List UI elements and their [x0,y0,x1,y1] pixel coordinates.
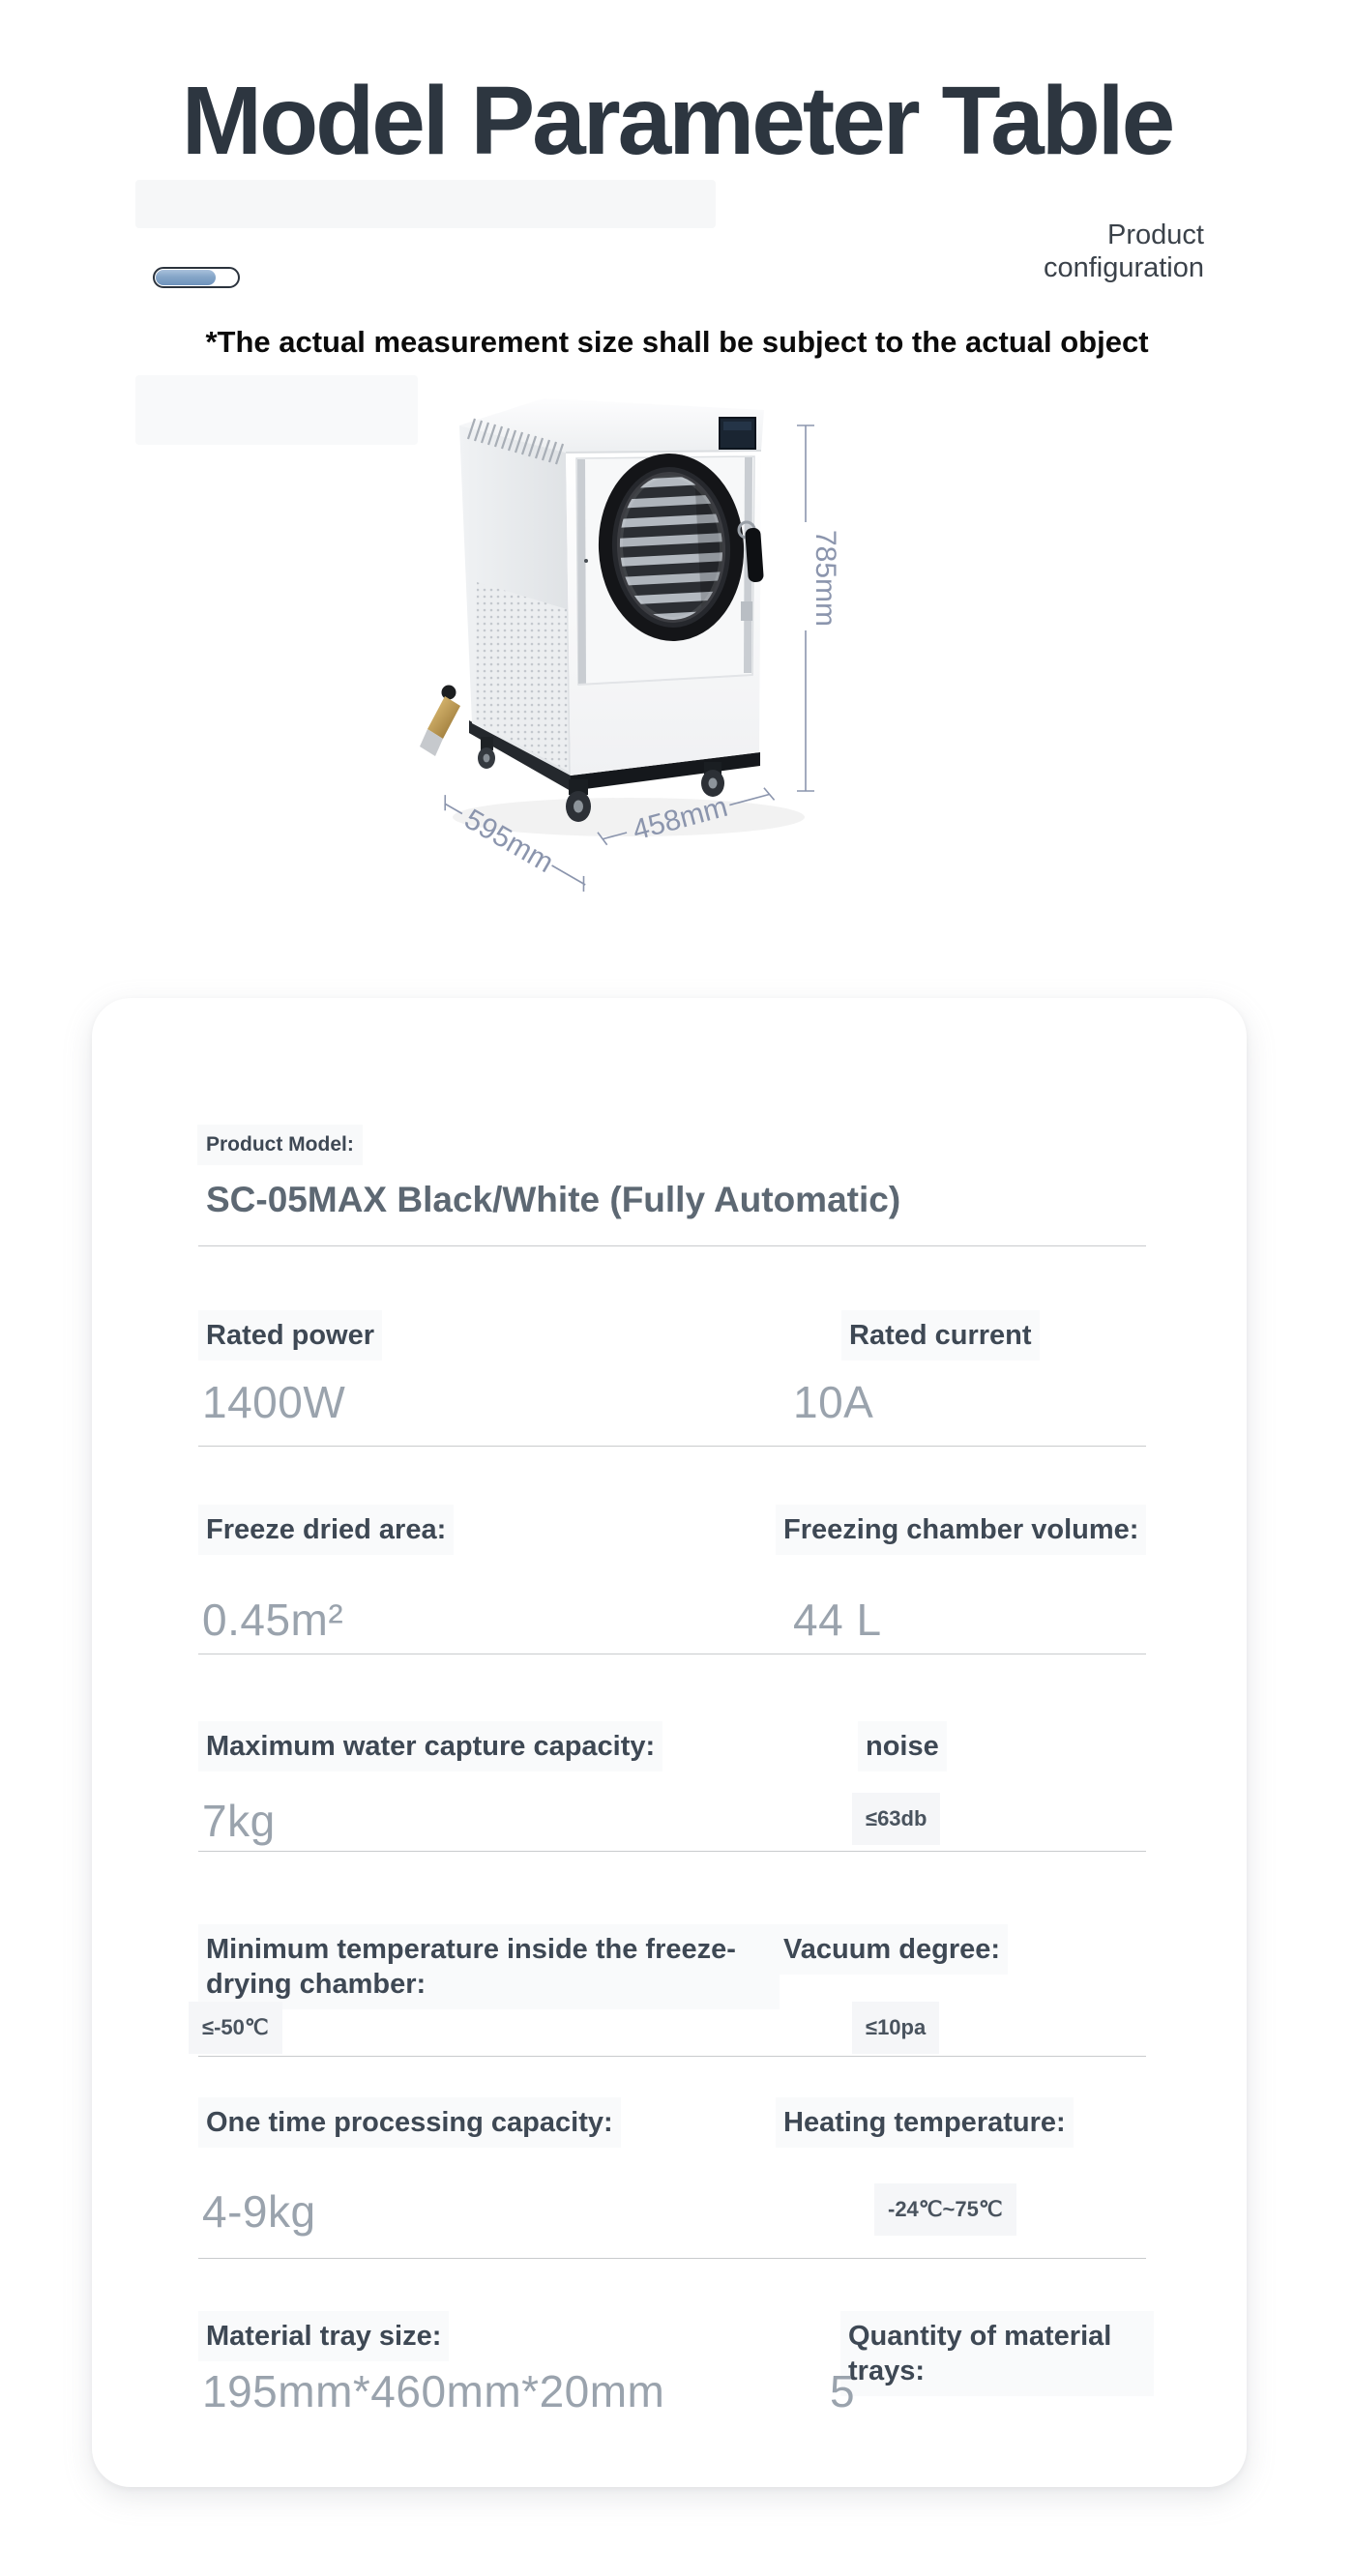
product-model-value: SC-05MAX Black/White (Fully Automatic) [206,1180,901,1219]
spec-value-noise: ≤63db [866,1806,927,1830]
spec-label-rated-current: Rated current [849,1320,1032,1351]
ghost-watermark-band [135,180,716,228]
control-screen-glare [723,422,751,430]
spec-label-tray-quantity: Quantity of material trays: [848,2319,1146,2388]
page-title: Model Parameter Table [181,67,1173,175]
spec-value-rated-power: 1400W [202,1377,346,1427]
caster-wheel-front-left [566,779,591,822]
spec-value-vacuum-degree: ≤10pa [866,2015,927,2039]
spec-value-rated-current: 10A [793,1377,874,1427]
dimension-depth-label: 595mm [458,803,559,880]
product-configuration-caption [1044,219,1204,284]
spec-value-heating-temperature: -24℃~75℃ [888,2197,1003,2221]
progress-pill [153,267,240,288]
panel-screw [584,559,588,563]
caption-line-2: configuration [1043,252,1204,283]
spec-label-freeze-dried-area: Freeze dried area: [206,1514,447,1545]
measurement-notice: *The actual measurement size shall be subject to the actual object [205,325,1149,359]
spec-row [198,1447,1146,1654]
spec-row [198,2057,1146,2259]
freeze-dryer-svg [387,377,1006,957]
spec-value-water-capture: 7kg [202,1796,276,1846]
spec-row [198,1852,1146,2057]
spec-label-water-capture: Maximum water capture capacity: [206,1731,656,1762]
spec-value-processing-capacity: 4-9kg [202,2186,316,2237]
spec-label-rated-power: Rated power [206,1320,375,1351]
dimension-height-label: 785mm [809,530,841,628]
door-rail-left [577,459,586,685]
spec-value-chamber-volume: 44 L [793,1595,882,1645]
spec-label-noise: noise [866,1731,939,1762]
spec-label-vacuum-degree: Vacuum degree: [783,1934,1001,1965]
spec-card-header [198,998,1146,1246]
progress-pill-fill [156,270,216,285]
hinge-block [741,601,752,621]
product-model-label: Product Model: [206,1133,354,1156]
spec-value-tray-size: 195mm*460mm*20mm [202,2366,665,2416]
spec-label-heating-temperature: Heating temperature: [783,2107,1066,2138]
caster-wheel-rear [478,737,495,769]
caption-line-1: Product [1107,220,1204,250]
spec-row [198,2259,1146,2487]
drain-valve [420,686,460,757]
spec-value-minimum-temperature: ≤-50℃ [202,2015,269,2039]
spec-card [92,998,1247,2487]
spec-value-freeze-dried-area: 0.45m² [202,1595,344,1645]
spec-row [198,1246,1146,1447]
spec-value-tray-quantity: 5 [830,2366,856,2416]
spec-label-minimum-temperature: Minimum temperature inside the freeze-drying chamber: [206,1932,772,2002]
ghost-watermark-band-2 [135,375,418,445]
spec-label-tray-size: Material tray size: [206,2321,442,2352]
spec-row [198,1654,1146,1852]
spec-label-processing-capacity: One time processing capacity: [206,2107,613,2138]
dimension-width-label: 458mm [629,790,731,847]
spec-label-chamber-volume: Freezing chamber volume: [783,1514,1139,1545]
freeze-dryer-illustration [387,377,1006,957]
